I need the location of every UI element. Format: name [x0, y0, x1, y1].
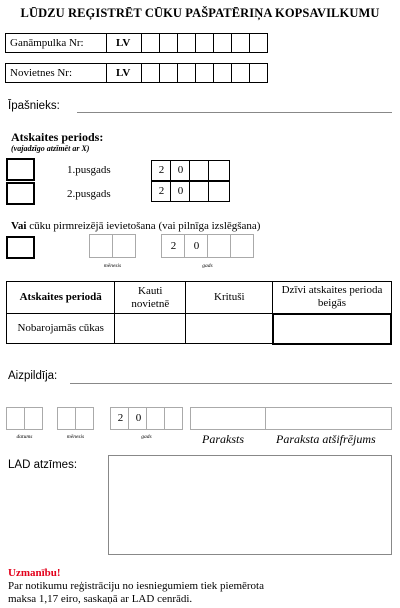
placement-year-box[interactable] [230, 234, 254, 258]
period1-year-digit: 2 [158, 164, 165, 176]
ganampulka-digit-box[interactable] [159, 33, 178, 53]
ganampulka-digit-box[interactable] [231, 33, 250, 53]
placement-bold-word: Vai [11, 220, 27, 232]
placement-year-digit: 0 [193, 240, 200, 252]
second-half-label: 2.pusgads [67, 188, 111, 200]
novietnes-digit-box[interactable] [213, 63, 232, 83]
placement-year-box[interactable] [184, 234, 208, 258]
novietnes-prefix-cell [106, 63, 142, 83]
date-year-caption: gads [141, 434, 152, 440]
period1-year-box[interactable] [189, 160, 209, 181]
ganampulka-prefix-cell [106, 33, 142, 53]
novietnes-digit-box[interactable] [159, 63, 178, 83]
placement-year-box[interactable] [207, 234, 231, 258]
placement-month-box[interactable] [89, 234, 113, 258]
lad-label: LAD atzīmes: [8, 459, 78, 471]
lad-notes-box[interactable] [108, 455, 392, 555]
period2-year-box[interactable] [170, 181, 190, 202]
attention-line2: maksa 1,17 eiro, saskaņā ar LAD cenrādi. [8, 593, 193, 605]
date-year-box[interactable] [146, 407, 165, 430]
novietnes-digit-box[interactable] [195, 63, 214, 83]
period2-year-digit: 2 [158, 185, 165, 197]
ganampulka-digit-box[interactable] [213, 33, 232, 53]
table-row-label: Nobarojamās cūkas [7, 314, 115, 344]
period-note: (vajadzīgo atzīmēt ar X) [11, 144, 90, 153]
period2-year-box[interactable] [208, 181, 230, 202]
period1-year-box[interactable] [170, 160, 190, 181]
period-heading: Atskaites periods: [11, 130, 104, 144]
form-title: LŪDZU REĢISTRĒT CŪKU PAŠPATĒRIŅA KOPSAVILKUMU [20, 6, 380, 20]
placement-year-box[interactable] [161, 234, 185, 258]
ganampulka-digit-box[interactable] [141, 33, 160, 53]
placement-text [11, 220, 260, 232]
ganampulka-digit-box[interactable] [195, 33, 214, 53]
placement-rest: cūku pirmreizējā ievietošana (vai pilnīga izslēgšana) [26, 220, 261, 232]
placement-checkbox[interactable] [6, 236, 35, 259]
table-header-cell: Kauti novietnē [115, 282, 186, 314]
first-half-label: 1.pusgads [67, 164, 111, 176]
ganampulka-digit-box[interactable] [249, 33, 268, 53]
ganampulka-label-cell [5, 33, 107, 53]
placement-month-box[interactable] [112, 234, 136, 258]
table-input-cell[interactable] [115, 314, 186, 344]
signature-box[interactable] [190, 407, 266, 430]
period1-year-digit: 0 [177, 164, 184, 176]
date-day-caption: datums [16, 434, 33, 440]
date-month-box[interactable] [57, 407, 76, 430]
period1-year-box[interactable] [208, 160, 230, 181]
table-header-cell: Atskaites periodā [7, 282, 115, 314]
first-half-checkbox[interactable] [6, 158, 35, 181]
table-input-cell-highlight[interactable] [273, 314, 391, 344]
signature-transcript-box[interactable] [265, 407, 392, 430]
date-day-box[interactable] [24, 407, 43, 430]
date-year-digit: 2 [117, 412, 124, 424]
attention-line1: Par notikumu reģistrāciju no iesniegumiem tiek piemērota [8, 580, 264, 592]
aizpildija-line[interactable] [70, 383, 392, 384]
placement-year-digit: 2 [170, 240, 177, 252]
signature-caption: Paraksts [202, 432, 244, 446]
date-year-box[interactable] [110, 407, 129, 430]
placement-month-caption: mēnesis [103, 263, 122, 269]
novietnes-digit-box[interactable] [177, 63, 196, 83]
attention-heading: Uzmanību! [8, 567, 61, 579]
novietnes-digit-box[interactable] [249, 63, 268, 83]
date-month-box[interactable] [75, 407, 94, 430]
novietnes-label-cell [5, 63, 107, 83]
date-day-box[interactable] [6, 407, 25, 430]
table-header-cell: Krituši [186, 282, 273, 314]
ipasnieks-label: Īpašnieks: [8, 100, 60, 112]
second-half-checkbox[interactable] [6, 182, 35, 205]
period1-year-box[interactable] [151, 160, 171, 181]
period2-year-box[interactable] [189, 181, 209, 202]
signature-transcript-caption: Paraksta atšifrējums [276, 432, 376, 446]
table-input-cell[interactable] [186, 314, 273, 344]
date-year-digit: 0 [135, 412, 142, 424]
date-month-caption: mēnesis [66, 434, 85, 440]
novietnes-digit-box[interactable] [231, 63, 250, 83]
table-header-cell: Dzīvi atskaites perioda beigās [273, 282, 391, 314]
period2-year-digit: 0 [177, 185, 184, 197]
novietnes-label: Novietnes Nr: [10, 67, 73, 79]
pigs-table [6, 281, 392, 345]
date-year-box[interactable] [128, 407, 147, 430]
novietnes-prefix: LV [116, 67, 131, 79]
table-header-row [7, 282, 392, 314]
ipasnieks-line[interactable] [77, 112, 392, 113]
date-year-box[interactable] [164, 407, 183, 430]
placement-year-caption: gads [202, 263, 213, 269]
novietnes-digit-box[interactable] [141, 63, 160, 83]
period2-year-box[interactable] [151, 181, 171, 202]
aizpildija-label: Aizpildīja: [8, 370, 58, 382]
table-row [7, 314, 392, 344]
ganampulka-label: Ganāmpulka Nr: [10, 37, 84, 49]
ganampulka-prefix: LV [116, 37, 131, 49]
ganampulka-digit-box[interactable] [177, 33, 196, 53]
